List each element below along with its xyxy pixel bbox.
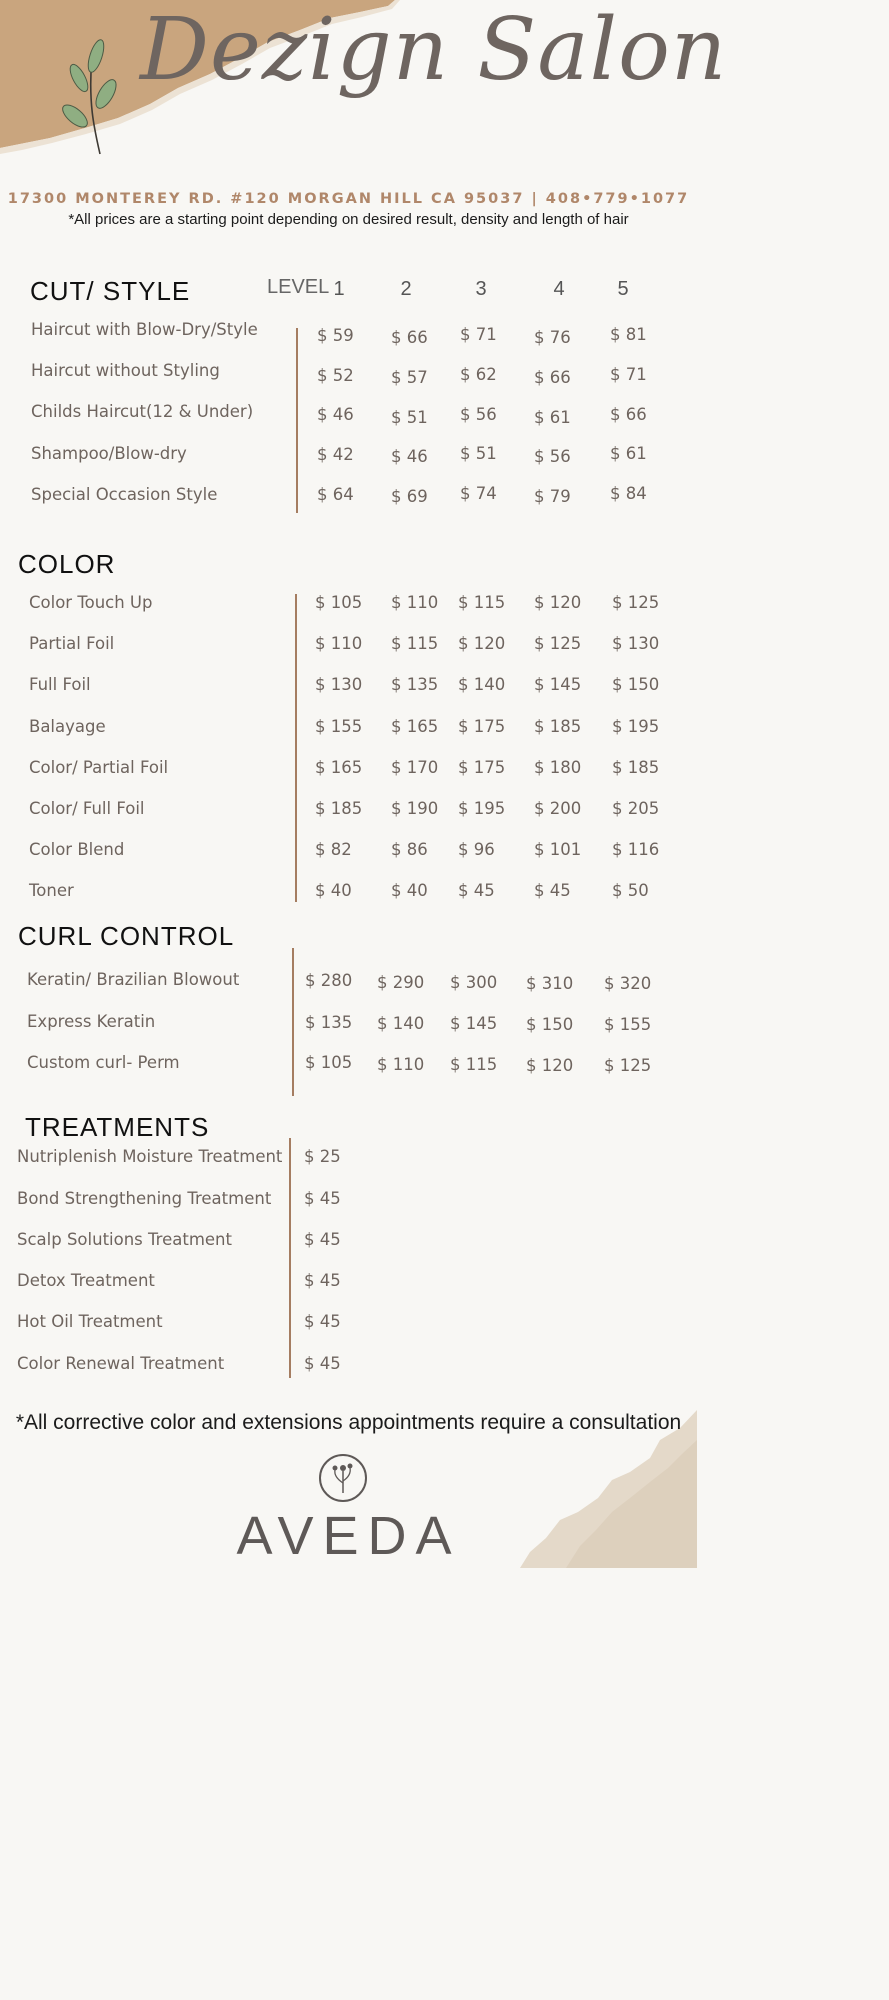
price: $ 130 (315, 675, 363, 694)
section-divider (296, 328, 298, 513)
salon-title: Dezign Salon (140, 0, 728, 100)
level-number: 2 (400, 278, 412, 300)
price: $ 64 (317, 485, 354, 504)
service-name: Color Touch Up (29, 593, 153, 612)
price: $ 56 (534, 447, 571, 466)
price: $ 76 (534, 328, 571, 347)
price: $ 175 (458, 758, 506, 777)
price: $ 310 (526, 974, 574, 993)
price: $ 56 (460, 405, 497, 424)
price: $ 110 (377, 1055, 425, 1074)
price: $ 115 (391, 634, 439, 653)
price: $ 120 (534, 593, 582, 612)
service-name: Color Renewal Treatment (17, 1354, 225, 1373)
price: $ 140 (458, 675, 506, 694)
service-name: Toner (29, 881, 74, 900)
level-number: 1 (333, 278, 345, 300)
service-name: Bond Strengthening Treatment (17, 1189, 272, 1208)
price: $ 40 (391, 881, 428, 900)
service-name: Shampoo/Blow-dry (31, 444, 187, 463)
service-name: Express Keratin (27, 1012, 156, 1031)
price: $ 45 (534, 881, 571, 900)
price: $ 300 (450, 973, 498, 992)
service-name: Balayage (29, 717, 106, 736)
service-name: Keratin/ Brazilian Blowout (27, 970, 240, 989)
cut-style-heading: CUT/ STYLE (30, 276, 191, 306)
service-name: Special Occasion Style (31, 485, 218, 504)
price: $ 145 (450, 1014, 498, 1033)
section-divider (289, 1138, 291, 1378)
price: $ 81 (610, 325, 647, 344)
section-divider (292, 948, 294, 1096)
price: $ 46 (391, 447, 428, 466)
price: $ 280 (305, 971, 353, 990)
price: $ 57 (391, 368, 428, 387)
price: $ 185 (534, 717, 582, 736)
service-name: Haircut with Blow-Dry/Style (31, 320, 258, 339)
service-name: Nutriplenish Moisture Treatment (17, 1147, 283, 1166)
price: $ 62 (460, 365, 497, 384)
service-name: Custom curl- Perm (27, 1053, 180, 1072)
salon-address: 17300 MONTEREY RD. #120 MORGAN HILL CA 95037 | 408•779•1077 (7, 191, 690, 207)
service-name: Partial Foil (29, 634, 115, 653)
price: $ 125 (534, 634, 582, 653)
price: $ 71 (610, 365, 647, 384)
price: $ 42 (317, 445, 354, 464)
curl-control-heading: CURL CONTROL (18, 921, 235, 951)
service-name: Color/ Partial Foil (29, 758, 169, 777)
price: $ 205 (612, 799, 660, 818)
consultation-note: *All corrective color and extensions appointments require a consultation (15, 1411, 682, 1434)
price: $ 185 (612, 758, 660, 777)
price: $ 69 (391, 487, 428, 506)
price: $ 105 (305, 1053, 353, 1072)
price: $ 82 (315, 840, 352, 859)
price: $ 135 (391, 675, 439, 694)
price: $ 71 (460, 325, 497, 344)
price: $ 46 (317, 405, 354, 424)
price: $ 130 (612, 634, 660, 653)
service-name: Detox Treatment (17, 1271, 155, 1290)
service-name: Full Foil (29, 675, 91, 694)
price: $ 290 (377, 973, 425, 992)
price: $ 84 (610, 484, 647, 503)
price: $ 50 (612, 881, 649, 900)
section-divider (295, 594, 297, 902)
price: $ 135 (305, 1013, 353, 1032)
price: $ 110 (315, 634, 363, 653)
price: $ 61 (610, 444, 647, 463)
color-heading: COLOR (18, 549, 116, 579)
leaf-sprig-icon (58, 36, 124, 158)
price: $ 45 (304, 1312, 341, 1331)
price: $ 45 (304, 1230, 341, 1249)
price: $ 51 (391, 408, 428, 427)
level-number: 4 (553, 278, 565, 300)
price: $ 150 (612, 675, 660, 694)
price: $ 120 (458, 634, 506, 653)
price: $ 59 (317, 326, 354, 345)
price: $ 101 (534, 840, 582, 859)
price: $ 155 (315, 717, 363, 736)
price: $ 170 (391, 758, 439, 777)
price: $ 25 (304, 1147, 341, 1166)
service-name: Childs Haircut(12 & Under) (31, 402, 254, 421)
price: $ 115 (458, 593, 506, 612)
price: $ 320 (604, 974, 652, 993)
price: $ 74 (460, 484, 497, 503)
price: $ 125 (604, 1056, 652, 1075)
price: $ 66 (534, 368, 571, 387)
price: $ 105 (315, 593, 363, 612)
price: $ 66 (391, 328, 428, 347)
price: $ 40 (315, 881, 352, 900)
price: $ 61 (534, 408, 571, 427)
price: $ 200 (534, 799, 582, 818)
price: $ 96 (458, 840, 495, 859)
service-name: Color Blend (29, 840, 125, 859)
price: $ 51 (460, 444, 497, 463)
price: $ 52 (317, 366, 354, 385)
price: $ 145 (534, 675, 582, 694)
price: $ 45 (304, 1189, 341, 1208)
price: $ 165 (391, 717, 439, 736)
price: $ 190 (391, 799, 439, 818)
price: $ 125 (612, 593, 660, 612)
service-name: Color/ Full Foil (29, 799, 145, 818)
service-name: Haircut without Styling (31, 361, 220, 380)
service-name: Scalp Solutions Treatment (17, 1230, 232, 1249)
price: $ 175 (458, 717, 506, 736)
price: $ 110 (391, 593, 439, 612)
price: $ 165 (315, 758, 363, 777)
flower-emblem-icon (318, 1453, 368, 1503)
price: $ 195 (612, 717, 660, 736)
price: $ 45 (304, 1354, 341, 1373)
price: $ 120 (526, 1056, 574, 1075)
price: $ 116 (612, 840, 660, 859)
pricing-note: *All prices are a starting point depending on desired result, density and length of hair (68, 211, 629, 228)
level-label: LEVEL (267, 276, 330, 298)
price: $ 86 (391, 840, 428, 859)
price: $ 115 (450, 1055, 498, 1074)
price: $ 185 (315, 799, 363, 818)
price: $ 195 (458, 799, 506, 818)
treatments-heading: TREATMENTS (25, 1112, 210, 1142)
service-name: Hot Oil Treatment (17, 1312, 163, 1331)
price: $ 45 (458, 881, 495, 900)
price: $ 45 (304, 1271, 341, 1290)
aveda-logo: AVEDA (236, 1506, 461, 1566)
price: $ 140 (377, 1014, 425, 1033)
level-number: 3 (475, 278, 487, 300)
price: $ 79 (534, 487, 571, 506)
price: $ 155 (604, 1015, 652, 1034)
price: $ 150 (526, 1015, 574, 1034)
price: $ 180 (534, 758, 582, 777)
level-number: 5 (617, 278, 629, 300)
price: $ 66 (610, 405, 647, 424)
